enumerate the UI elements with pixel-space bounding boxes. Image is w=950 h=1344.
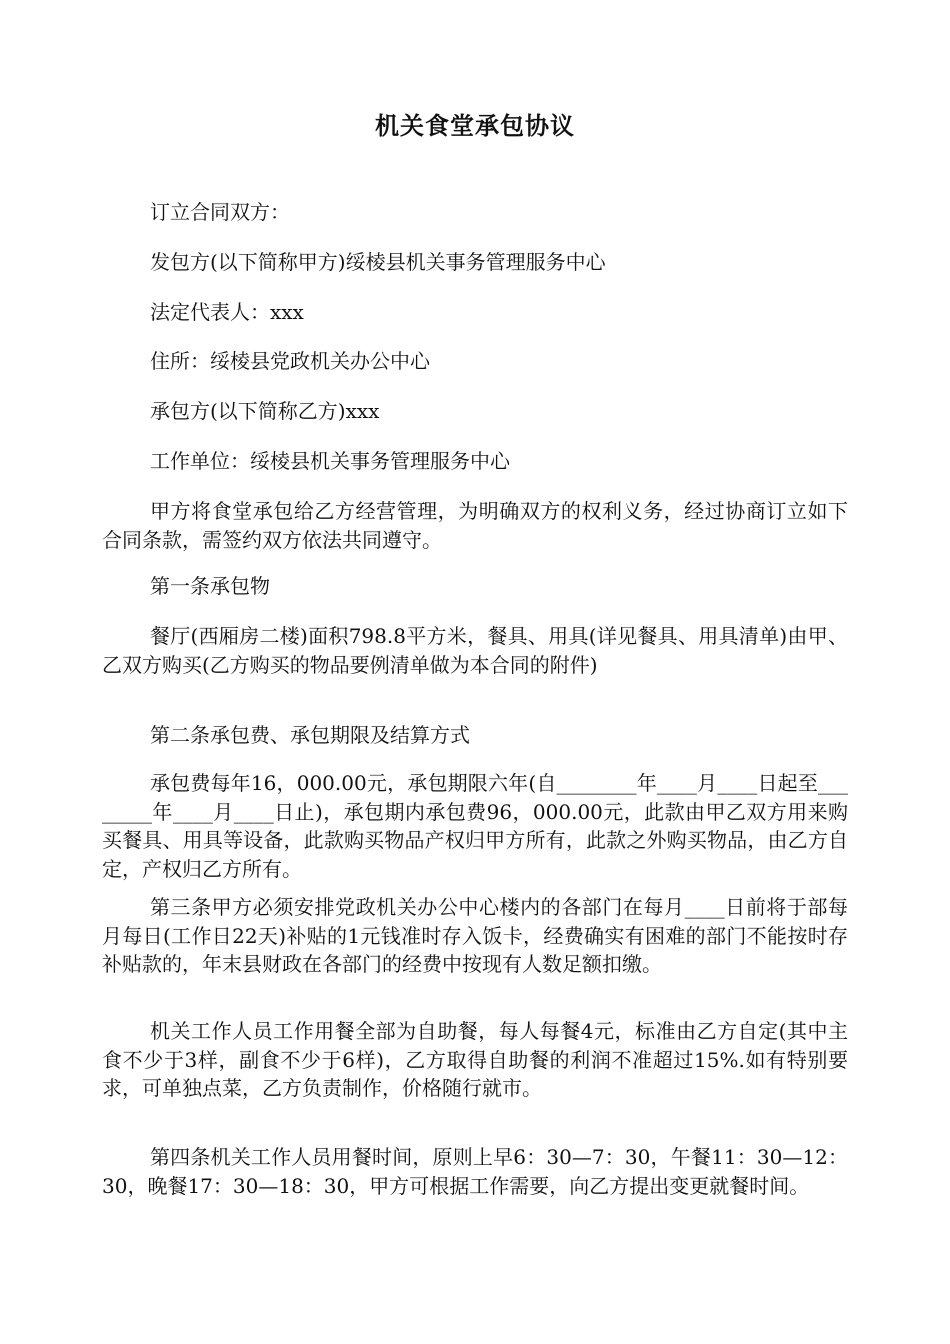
paragraph-article-1-heading: 第一条承包物 xyxy=(150,574,270,598)
paragraph-article-4-body: 第四条机关工作人员用餐时间，原则上早6：30—7：30，午餐11：30—12：30，晚餐17：30—18：30，甲方可根据工作需要，向乙方提出变更就餐时间。 xyxy=(102,1145,848,1198)
document-title: 机关食堂承包协议 xyxy=(375,112,575,140)
paragraph-legal-representative: 法定代表人：xxx xyxy=(150,300,304,324)
paragraph-article-3-body: 第三条甲方必须安排党政机关办公中心楼内的各部门在每月____日前将于部每月每日(工作日22天)补贴的1元钱准时存入饭卡，经费确实有困难的部门不能按时存补贴款的，年末县财政在各部门的经费中按现有人数足额扣缴。 xyxy=(102,895,848,976)
paragraph-party-b: 承包方(以下简称乙方)xxx xyxy=(150,399,380,423)
paragraph-meal-standard: 机关工作人员工作用餐全部为自助餐，每人每餐4元，标准由乙方自定(其中主食不少于3样，副食不少于6样)，乙方取得自助餐的利润不准超过15%.如有特别要求，可单独点菜，乙方负责制作，价格随行就市。 xyxy=(102,1019,848,1100)
paragraph-preamble: 甲方将食堂承包给乙方经营管理，为明确双方的权利义务，经过协商订立如下合同条款，需签约双方依法共同遵守。 xyxy=(102,499,848,552)
paragraph-work-unit: 工作单位：绥棱县机关事务管理服务中心 xyxy=(150,449,510,473)
paragraph-article-2-body: 承包费每年16，000.00元，承包期限六年(自________年____月____日起至________年____月____日止)，承包期内承包费96，000.00元，此款由甲乙双方用来购买餐具、用具等设备，此款购买物品产权归甲方所有，此款之外购买物品，由乙方自定，产权归乙方所有。 xyxy=(102,771,848,881)
paragraph-address: 住所：绥棱县党政机关办公中心 xyxy=(150,349,430,373)
paragraph-party-a: 发包方(以下简称甲方)绥棱县机关事务管理服务中心 xyxy=(150,250,606,274)
paragraph-parties-heading: 订立合同双方： xyxy=(150,200,290,224)
paragraph-article-2-heading: 第二条承包费、承包期限及结算方式 xyxy=(150,723,470,747)
paragraph-article-1-body: 餐厅(西厢房二楼)面积798.8平方米，餐具、用具(详见餐具、用具清单)由甲、乙双方购买(乙方购买的物品要例清单做为本合同的附件) xyxy=(102,624,848,677)
